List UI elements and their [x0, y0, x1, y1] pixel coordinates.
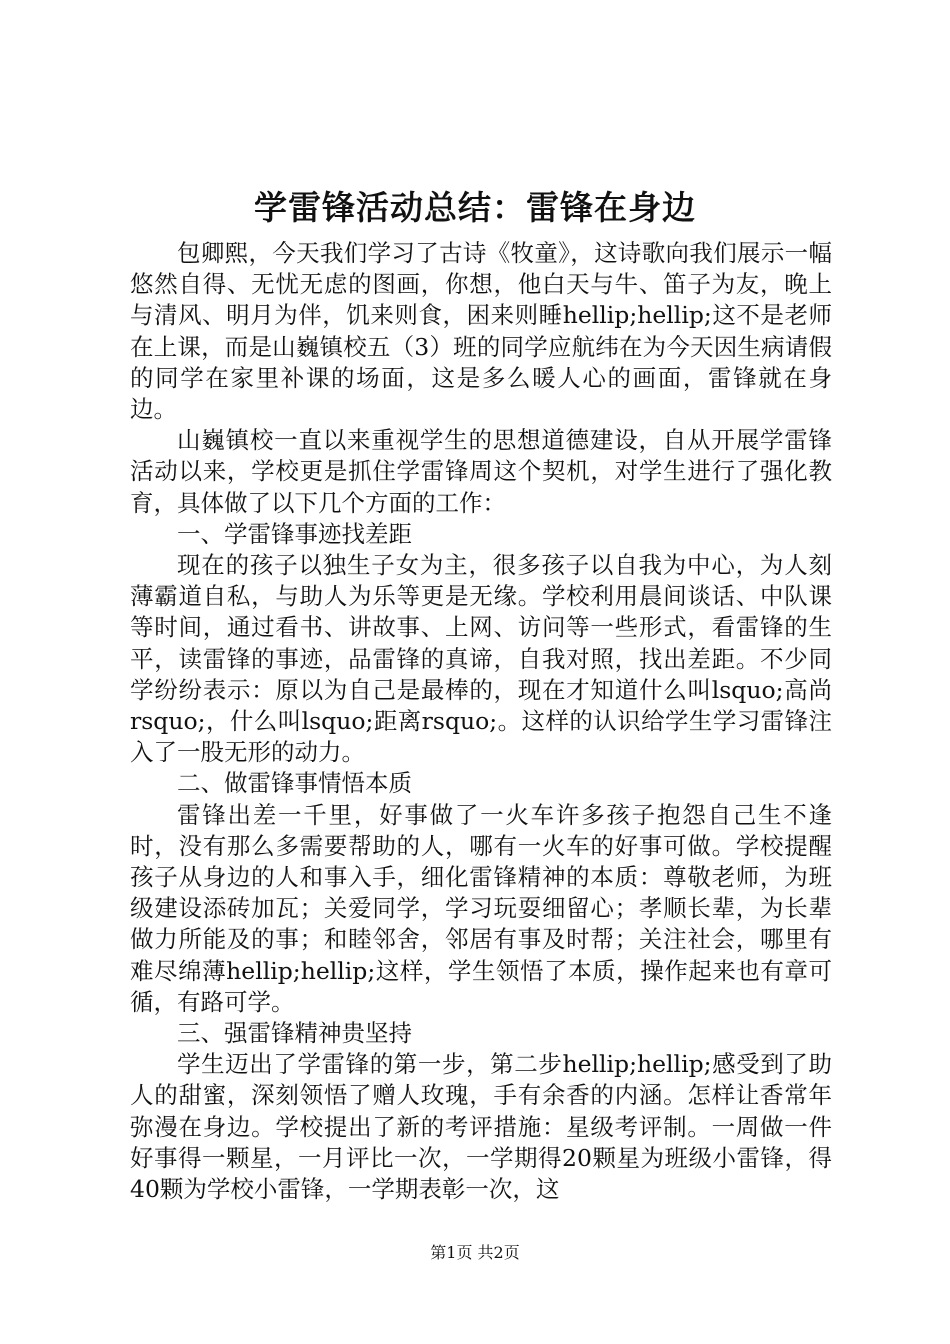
- paragraph-section-1: 现在的孩子以独生子女为主，很多孩子以自我为中心，为人刻薄霸道自私，与助人为乐等更是无缘。学校利用晨间谈话、中队课等时间，通过看书、讲故事、上网、访问等一些形式，看雷锋的生平，读雷锋的事迹，品雷锋的真谛，自我对照，找出差距。不少同学纷纷表示：原以为自己是最棒的，现在才知道什么叫lsquo;高尚rsquo;，什么叫lsquo;距离rsquo;。这样的认识给学生学习雷锋注入了一股无形的动力。: [130, 551, 832, 767]
- section-heading-3: 三、强雷锋精神贵坚持: [177, 1019, 412, 1048]
- page-number-footer: 第1页 共2页: [430, 1243, 520, 1262]
- section-heading-1: 一、学雷锋事迹找差距: [177, 519, 412, 548]
- paragraph-section-2: 雷锋出差一千里，好事做了一火车许多孩子抱怨自己生不逢时，没有那么多需要帮助的人，哪有一火车的好事可做。学校提醒孩子从身边的人和事入手，细化雷锋精神的本质：尊敬老师，为班级建设添砖加瓦；关爱同学，学习玩耍细留心；孝顺长辈，为长辈做力所能及的事；和睦邻舍，邻居有事及时帮；关注社会，哪里有难尽绵薄hellip;hellip;这样，学生领悟了本质，操作起来也有章可循，有路可学。: [130, 800, 832, 1016]
- section-heading-2: 二、做雷锋事情悟本质: [177, 769, 412, 798]
- document-body: [130, 238, 832, 1205]
- paragraph-intro: 包卿熙，今天我们学习了古诗《牧童》，这诗歌向我们展示一幅悠然自得、无忧无虑的图画，你想，他白天与牛、笛子为友，晚上与清风、明月为伴，饥来则食，困来则睡hellip;hellip;这不是老师在上课，而是山巍镇校五（3）班的同学应航纬在为今天因生病请假的同学在家里补课的场面，这是多么暖人心的画面，雷锋就在身边。: [130, 239, 832, 424]
- document-title: 学雷锋活动总结：雷锋在身边: [254, 188, 696, 227]
- paragraph-section-3: 学生迈出了学雷锋的第一步，第二步hellip;hellip;感受到了助人的甜蜜，深刻领悟了赠人玫瑰，手有余香的内涵。怎样让香常年弥漫在身边。学校提出了新的考评措施：星级考评制。一周做一件好事得一颗星，一月评比一次，一学期得20颗星为班级小雷锋，得40颗为学校小雷锋，一学期表彰一次，这: [130, 1050, 832, 1204]
- paragraph-overview: 山巍镇校一直以来重视学生的思想道德建设，自从开展学雷锋活动以来，学校更是抓住学雷锋周这个契机，对学生进行了强化教育，具体做了以下几个方面的工作：: [130, 426, 832, 517]
